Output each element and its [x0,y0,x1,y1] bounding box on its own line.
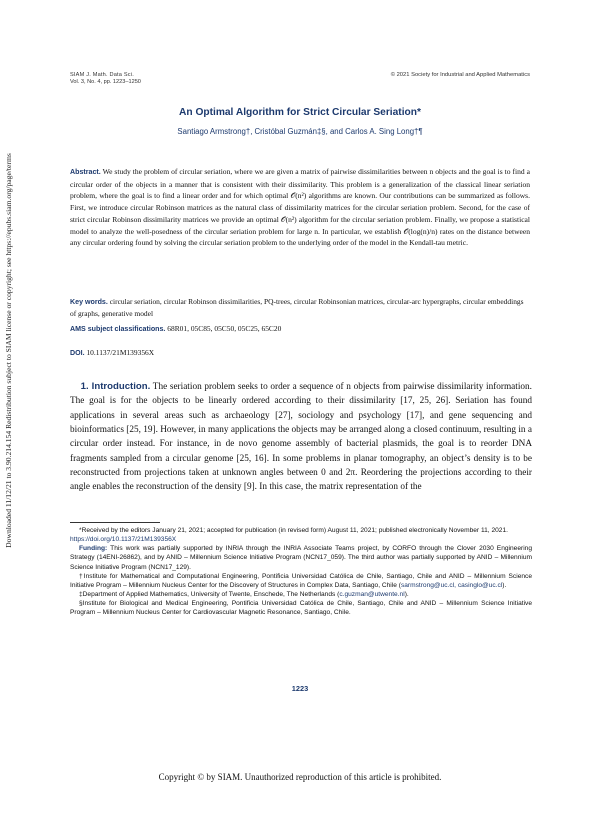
received-text: *Received by the editors January 21, 2021; accepted for publication (in revised form) August 11, 2021; published electronically November 11, 2021. [79,527,508,534]
funding-text: This work was partially supported by INRIA through the INRIA Associate Teams project, by CORFO through the Clover 2030 Engineering Strategy (14ENI-26862), and by ANID – Millennium Science Initiative Program (NCN17_059). The third author was partially supported by ANID – Millennium Science Initiative Program (NCN17_129). [70,545,533,571]
affiliation-2-end: ). [404,591,409,599]
funding-footnote [70,544,532,571]
abstract-label: Abstract. [70,168,101,176]
affiliation-1-emails[interactable]: sarmstrong@uc.cl, casinglo@uc.cl [400,581,503,589]
affiliation-1-end: ). [502,581,507,589]
author-list: Santiago Armstrong†, Cristóbal Guzmán‡§, and Carlos A. Sing Long†¶ [177,127,423,136]
paper-title: An Optimal Algorithm for Strict Circular Seriation* [179,107,421,118]
download-notice: Downloaded 11/12/21 to 3.90.214.154 Redistribution subject to SIAM license or copyright; see https://epubs.siam.org/page/terms [3,152,13,548]
abstract [70,166,530,249]
keywords [70,296,530,319]
ams-codes: 68R01, 05C85, 05C50, 05C25, 65C20 [167,324,282,333]
introduction-text: The seriation problem seeks to order a sequence of n objects from pairwise dissimilarity information. The goal is for the objects to be linearly ordered according to their dissimilarity [17, 25, 26]. Seriation has found applications in several areas such as archaeology [27], sociology and psychology [17], and gene sequencing and bioinformatics [25, 19]. However, in many applications the objects may be arranged along a closed continuum, resulting in a circular order instead. For instance, in de novo genome assembly of bacterial plasmids, the goal is to reorder DNA fragments sampled from a circular genome [25, 16]. In some problems in planar tomography, an object’s density is to be reconstructed from projections taken at unknown angles between 0 and 2π. Reordering the projections according to their angle enables the reconstruction of the density [9]. In this case, the matrix representation of the [70,382,532,493]
keywords-text: circular seriation, circular Robinson dissimilarities, PQ-trees, circular Robinsonian matrices, circular-arc hypergraphs, circular embeddings of graphs, generative model [70,297,524,319]
keywords-label: Key words. [70,298,108,306]
received-footnote [70,526,532,544]
affiliation-2-email[interactable]: c.guzman@utwente.nl [339,591,405,599]
bottom-copyright: Copyright © by SIAM. Unauthorized reproduction of this article is prohibited. [158,772,442,782]
affiliation-1-text: †Institute for Mathematical and Computational Engineering, Pontificia Universidad Católica de Chile, Santiago, Chile and ANID – Millennium Science Initiative Program – Millennium Nucleus Center for the Discovery of Structures in Complex Data, Santiago, Chile ( [70,572,532,589]
doi-value[interactable]: 10.1137/21M139356X [86,348,155,357]
doi-label: DOI. [70,349,85,357]
journal-name: SIAM J. Math. Data Sci. [70,72,134,78]
download-sidebar [0,0,16,700]
page-number: 1223 [291,684,309,693]
doi-link[interactable]: https://doi.org/10.1137/21M139356X [70,536,177,544]
funding-label: Funding: [79,545,108,553]
affiliation-3 [70,599,532,617]
footnote-rule [70,522,160,523]
affiliation-2-text: ‡Department of Applied Mathematics, University of Twente, Enschede, The Netherlands ( [79,591,340,599]
footnotes [70,526,532,618]
abstract-text: We study the problem of circular seriation, where we are given a matrix of pairwise dissimilarities between n objects and the goal is to find a circular order of the objects in a manner that is consistent with their dissimilarity. This problem is a generalization of the classical linear seriation problem, where the goal is to find a linear order and for which optimal 𝒪(n²) algorithms are known. Our contributions can be summarized as follows. First, we introduce circular Robinson matrices as the natural class of dissimilarity matrices for the circular seriation problem. Second, for the case of strict circular Robinson dissimilarity matrices we provide an optimal 𝒪(n²) algorithm for the circular seriation problem. Finally, we propose a statistical model to analyze the well-posedness of the circular seriation problem for large n. In particular, we establish 𝒪(log(n)/n) rates on the distance between any circular ordering found by solving the circular seriation problem to the underlying order of the model in the Kendall-tau metric. [70,167,530,248]
ams-classifications [70,324,530,333]
affiliation-1 [70,572,532,590]
section-heading: 1. Introduction. [80,381,151,392]
affiliation-2 [70,590,532,599]
header-copyright: © 2021 Society for Industrial and Applied Mathematics [390,72,530,78]
introduction-section [70,380,532,495]
affiliation-3-text: §Institute for Biological and Medical Engineering, Pontificia Universidad Católica de Chile, Santiago, Chile and ANID – Millennium Science Initiative Program – Millennium Nucleus Center for Cardiovascular Magnetic Resonance, Santiago, Chile. [70,600,532,617]
doi-line [70,348,530,357]
volume-info: Vol. 3, No. 4, pp. 1223–1250 [70,79,141,85]
ams-label: AMS subject classifications. [70,325,166,333]
